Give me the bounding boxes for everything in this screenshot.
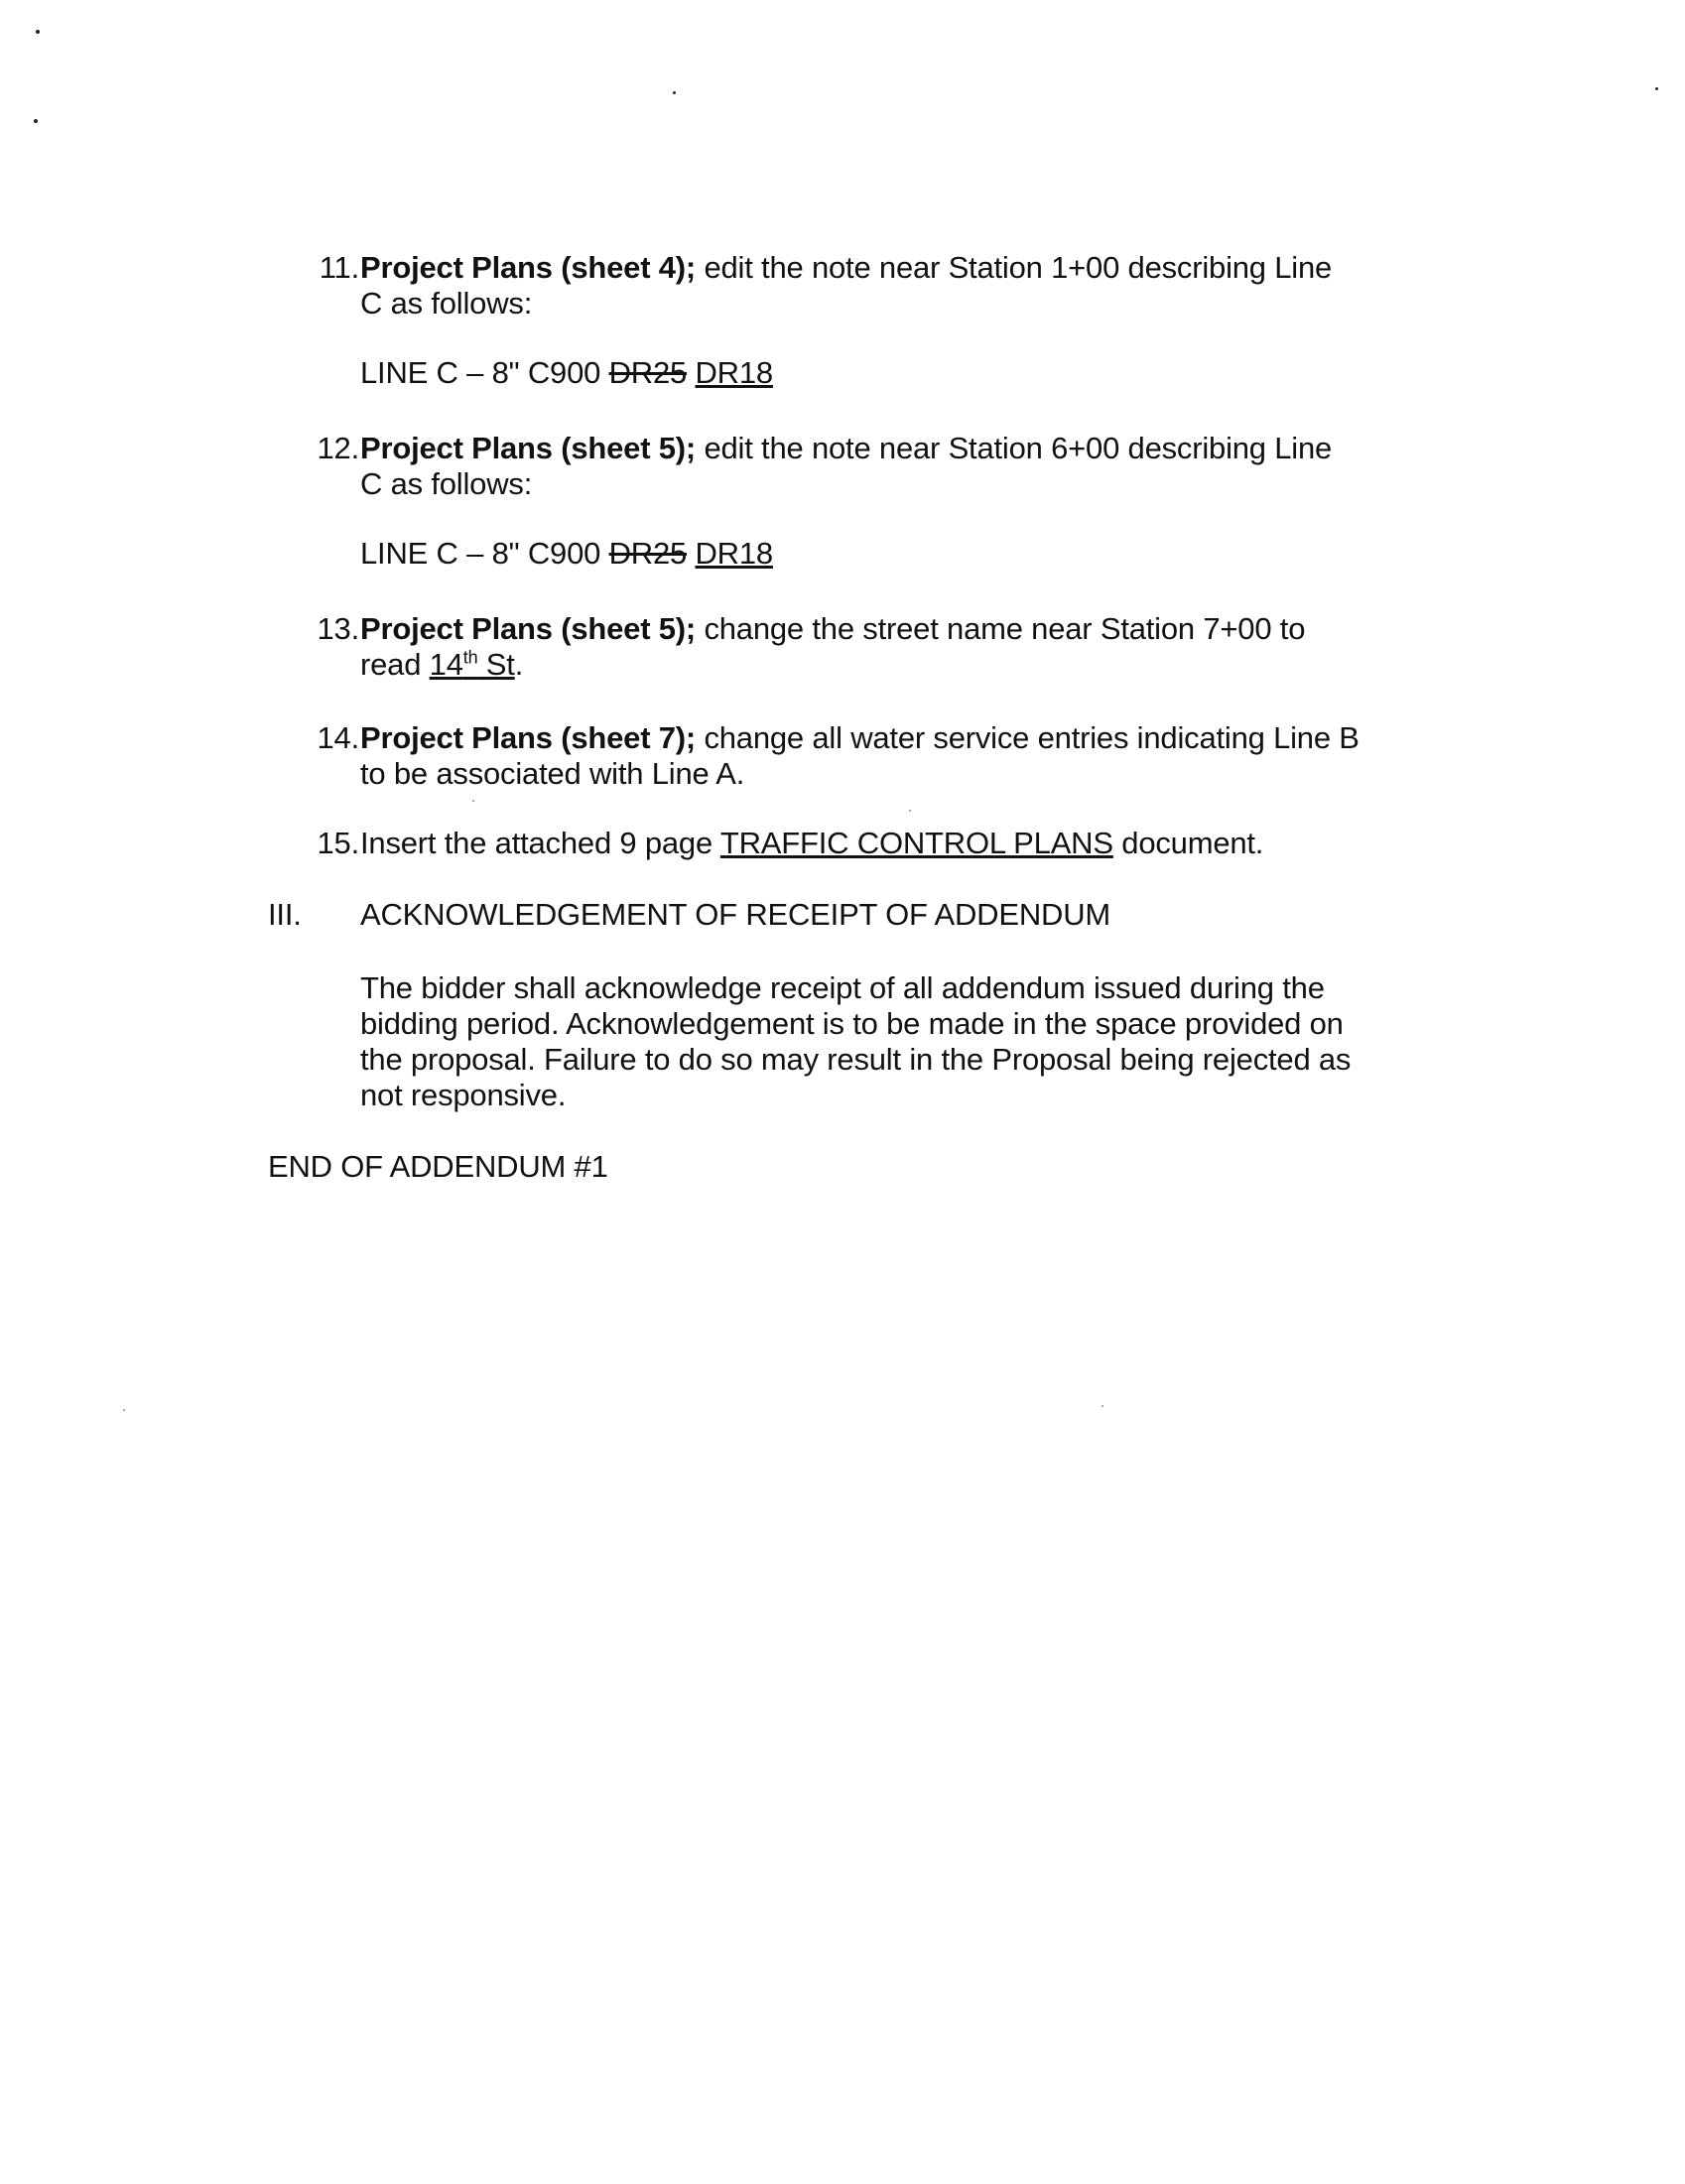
item-text-line2: to be associated with Line A.: [360, 756, 745, 791]
document-page: 11. Project Plans (sheet 4); edit the note near Station 1+00 describing Line C as follows: LINE C – 8" C900 DR25 DR18 12. Project Plans (sheet 5); edit the note near Station 6+00 describing Line C as follows: LINE C – 8" C900 DR25 DR18 13. Project Plans (sheet 5); change the street name near Station 7+00 to read 14th St. 14. Project Plans (sheet 7); change all water service entries indicating Line B to be associated with Line A. 15. Insert the attached 9 page TRAFFIC CONTROL PLANS document. III. ACKNOWLEDGEMENT OF RECEIPT OF ADDENDUM The bidder shall acknowledge receipt of all addendum issued during the bidding period. Acknowledgement is to be made in the space provided on the proposal. Failure to do so may result in the Proposal being rejected as not responsive. END OF ADDENDUM #1: [0, 0, 1685, 2184]
item-text: edit the note near Station 1+00 describing Line: [696, 250, 1333, 285]
spec-inserted: DR18: [695, 355, 773, 390]
item-number: 15.: [317, 826, 359, 860]
item-text: change all water service entries indicating Line B: [696, 720, 1360, 755]
item-text-line2: C as follows:: [360, 286, 533, 321]
scan-speck: [909, 810, 911, 812]
spec-prefix: LINE C – 8" C900: [360, 536, 609, 571]
scan-speck: [1655, 87, 1658, 90]
scan-speck: [673, 91, 676, 94]
item-title: Project Plans (sheet 7);: [360, 720, 697, 755]
item-title: Project Plans (sheet 5);: [360, 611, 697, 646]
paragraph-line: The bidder shall acknowledge receipt of all addendum issued during the: [360, 970, 1325, 1005]
item-number: 13.: [317, 611, 359, 646]
end-of-addendum: END OF ADDENDUM #1: [268, 1149, 608, 1184]
item-text: Insert the attached 9 page: [360, 826, 720, 860]
section-title: ACKNOWLEDGEMENT OF RECEIPT OF ADDENDUM: [360, 897, 1111, 932]
scan-speck: [123, 1409, 125, 1411]
section-number: III.: [268, 897, 302, 932]
spec-deleted: DR25: [608, 355, 688, 390]
item-title: Project Plans (sheet 4);: [360, 250, 697, 285]
spec-line-11: [360, 355, 773, 391]
spec-deleted: DR25: [608, 536, 688, 571]
item-text-line2: C as follows:: [360, 466, 533, 501]
item-text: change the street name near Station 7+00 to: [696, 611, 1306, 646]
traffic-control-plans-link: TRAFFIC CONTROL PLANS: [719, 826, 1113, 860]
item-text-suffix: document.: [1112, 826, 1264, 860]
spec-inserted: DR18: [695, 536, 773, 571]
scan-speck: [1102, 1405, 1103, 1407]
street-name: 14th St: [429, 647, 515, 682]
item-text-line2: read: [360, 647, 430, 682]
paragraph-line: not responsive.: [360, 1078, 567, 1112]
item-number: 14.: [317, 720, 359, 755]
item-number: 12.: [317, 431, 359, 465]
section-paragraph: [360, 970, 1392, 1113]
item-number: 11.: [319, 250, 359, 285]
scan-speck: [36, 30, 40, 34]
paragraph-line: the proposal. Failure to do so may result in the Proposal being rejected as: [360, 1042, 1352, 1077]
scan-speck: [472, 800, 474, 802]
paragraph-line: bidding period. Acknowledgement is to be made in the space provided on: [360, 1006, 1344, 1041]
spec-line-12: [360, 536, 773, 572]
spec-prefix: LINE C – 8" C900: [360, 355, 609, 390]
scan-speck: [34, 119, 38, 123]
item-title: Project Plans (sheet 5);: [360, 431, 697, 465]
item-text: edit the note near Station 6+00 describing Line: [696, 431, 1333, 465]
